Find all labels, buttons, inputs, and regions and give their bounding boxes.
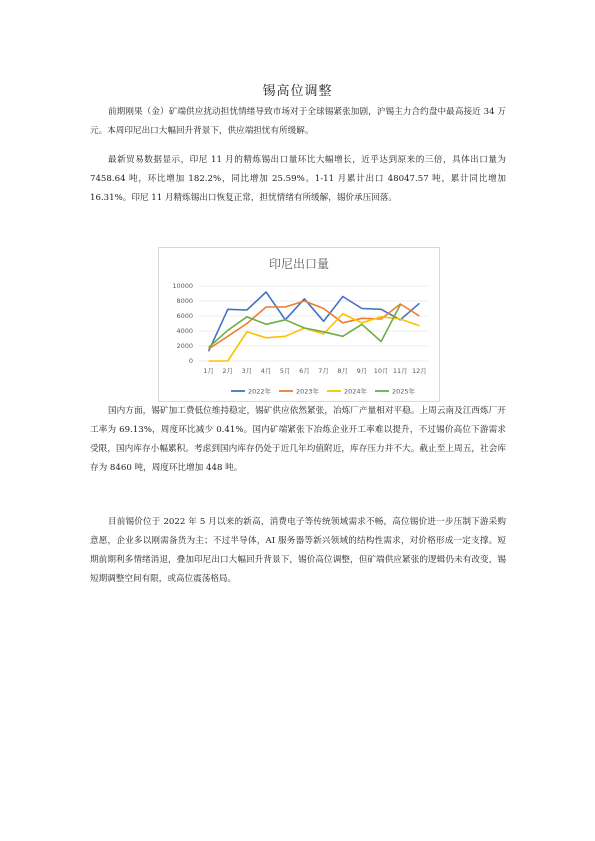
y-tick-label: 4000 [176,327,193,336]
y-tick-label: 10000 [172,282,193,291]
x-tick-label: 5月 [279,367,291,375]
x-tick-label: 9月 [356,367,368,375]
legend-label: 2024年 [344,387,368,396]
paragraph-trade-data: 最新贸易数据显示，印尼 11 月的精炼锡出口量环比大幅增长，近乎达到原来的三倍，具体出口量为 7458.64 吨，环比增加 182.2%，同比增加 25.59%。1-11 月累计出口 48047.57 吨，累计同比增加 16.31%。印尼 11 月精炼锡出口恢复正常，担忧情绪有所缓解，锡价承压回落。 [90,155,506,203]
x-tick-label: 4月 [260,367,272,375]
paragraph-outlook: 目前锡价位于 2022 年 5 月以来的新高，消费电子等传统领域需求不畅，高位锡价进一步压制下游采购意愿，企业多以刚需备货为主；不过半导体，AI 服务器等新兴领域的结构性需求，对价格形成一定支撑。短期前期利多情绪消退，叠加印尼出口大幅回升背景下，锡价高位调整，但矿端供应紧张的逻辑仍未有改变，锡短期调整空间有限，或高位震荡格局。 [90,517,506,584]
x-tick-label: 7月 [318,367,329,375]
legend-label: 2025年 [392,387,416,396]
y-tick-label: 6000 [176,312,193,321]
export-chart [158,247,440,402]
x-tick-label: 12月 [412,367,427,375]
paragraph-intro: 前期刚果（金）矿端供应扰动担忧情绪导致市场对于全球锡紧张加剧，沪锡主力合约盘中最高接近 34 万元。本周印尼出口大幅回升背景下，供应端担忧有所缓解。 [90,107,506,136]
chart-title: 印尼出口量 [268,257,330,271]
y-tick-label: 0 [188,357,193,366]
series-line-2025年 [209,305,401,348]
x-tick-label: 2月 [222,367,234,375]
x-tick-label: 10月 [373,367,389,375]
y-tick-label: 8000 [176,297,193,306]
legend-label: 2022年 [248,387,272,396]
x-tick-label: 8月 [337,367,349,375]
page-title: 锡高位调整 [262,84,333,99]
x-tick-label: 11月 [392,367,408,375]
x-tick-label: 6月 [299,367,310,375]
x-tick-label: 1月 [203,367,214,375]
y-tick-label: 2000 [176,342,193,351]
x-tick-label: 3月 [241,367,253,375]
export-chart-svg [159,248,439,401]
legend-label: 2023年 [296,387,320,396]
paragraph-domestic: 国内方面，锡矿加工费低位维持稳定，锡矿供应依然紧张，冶炼厂产量相对平稳。上周云南及江西炼厂开工率为 69.13%，周度环比减少 0.41%。国内矿端紧张下冶炼企业开工率难以提升，不过锡价高位下游需求受限，国内库存小幅累积。考虑到国内库存仍处于近几年均值附近，库存压力并不大。截止至上周五，社会库存为 8460 吨，周度环比增加 448 吨。 [90,406,506,473]
